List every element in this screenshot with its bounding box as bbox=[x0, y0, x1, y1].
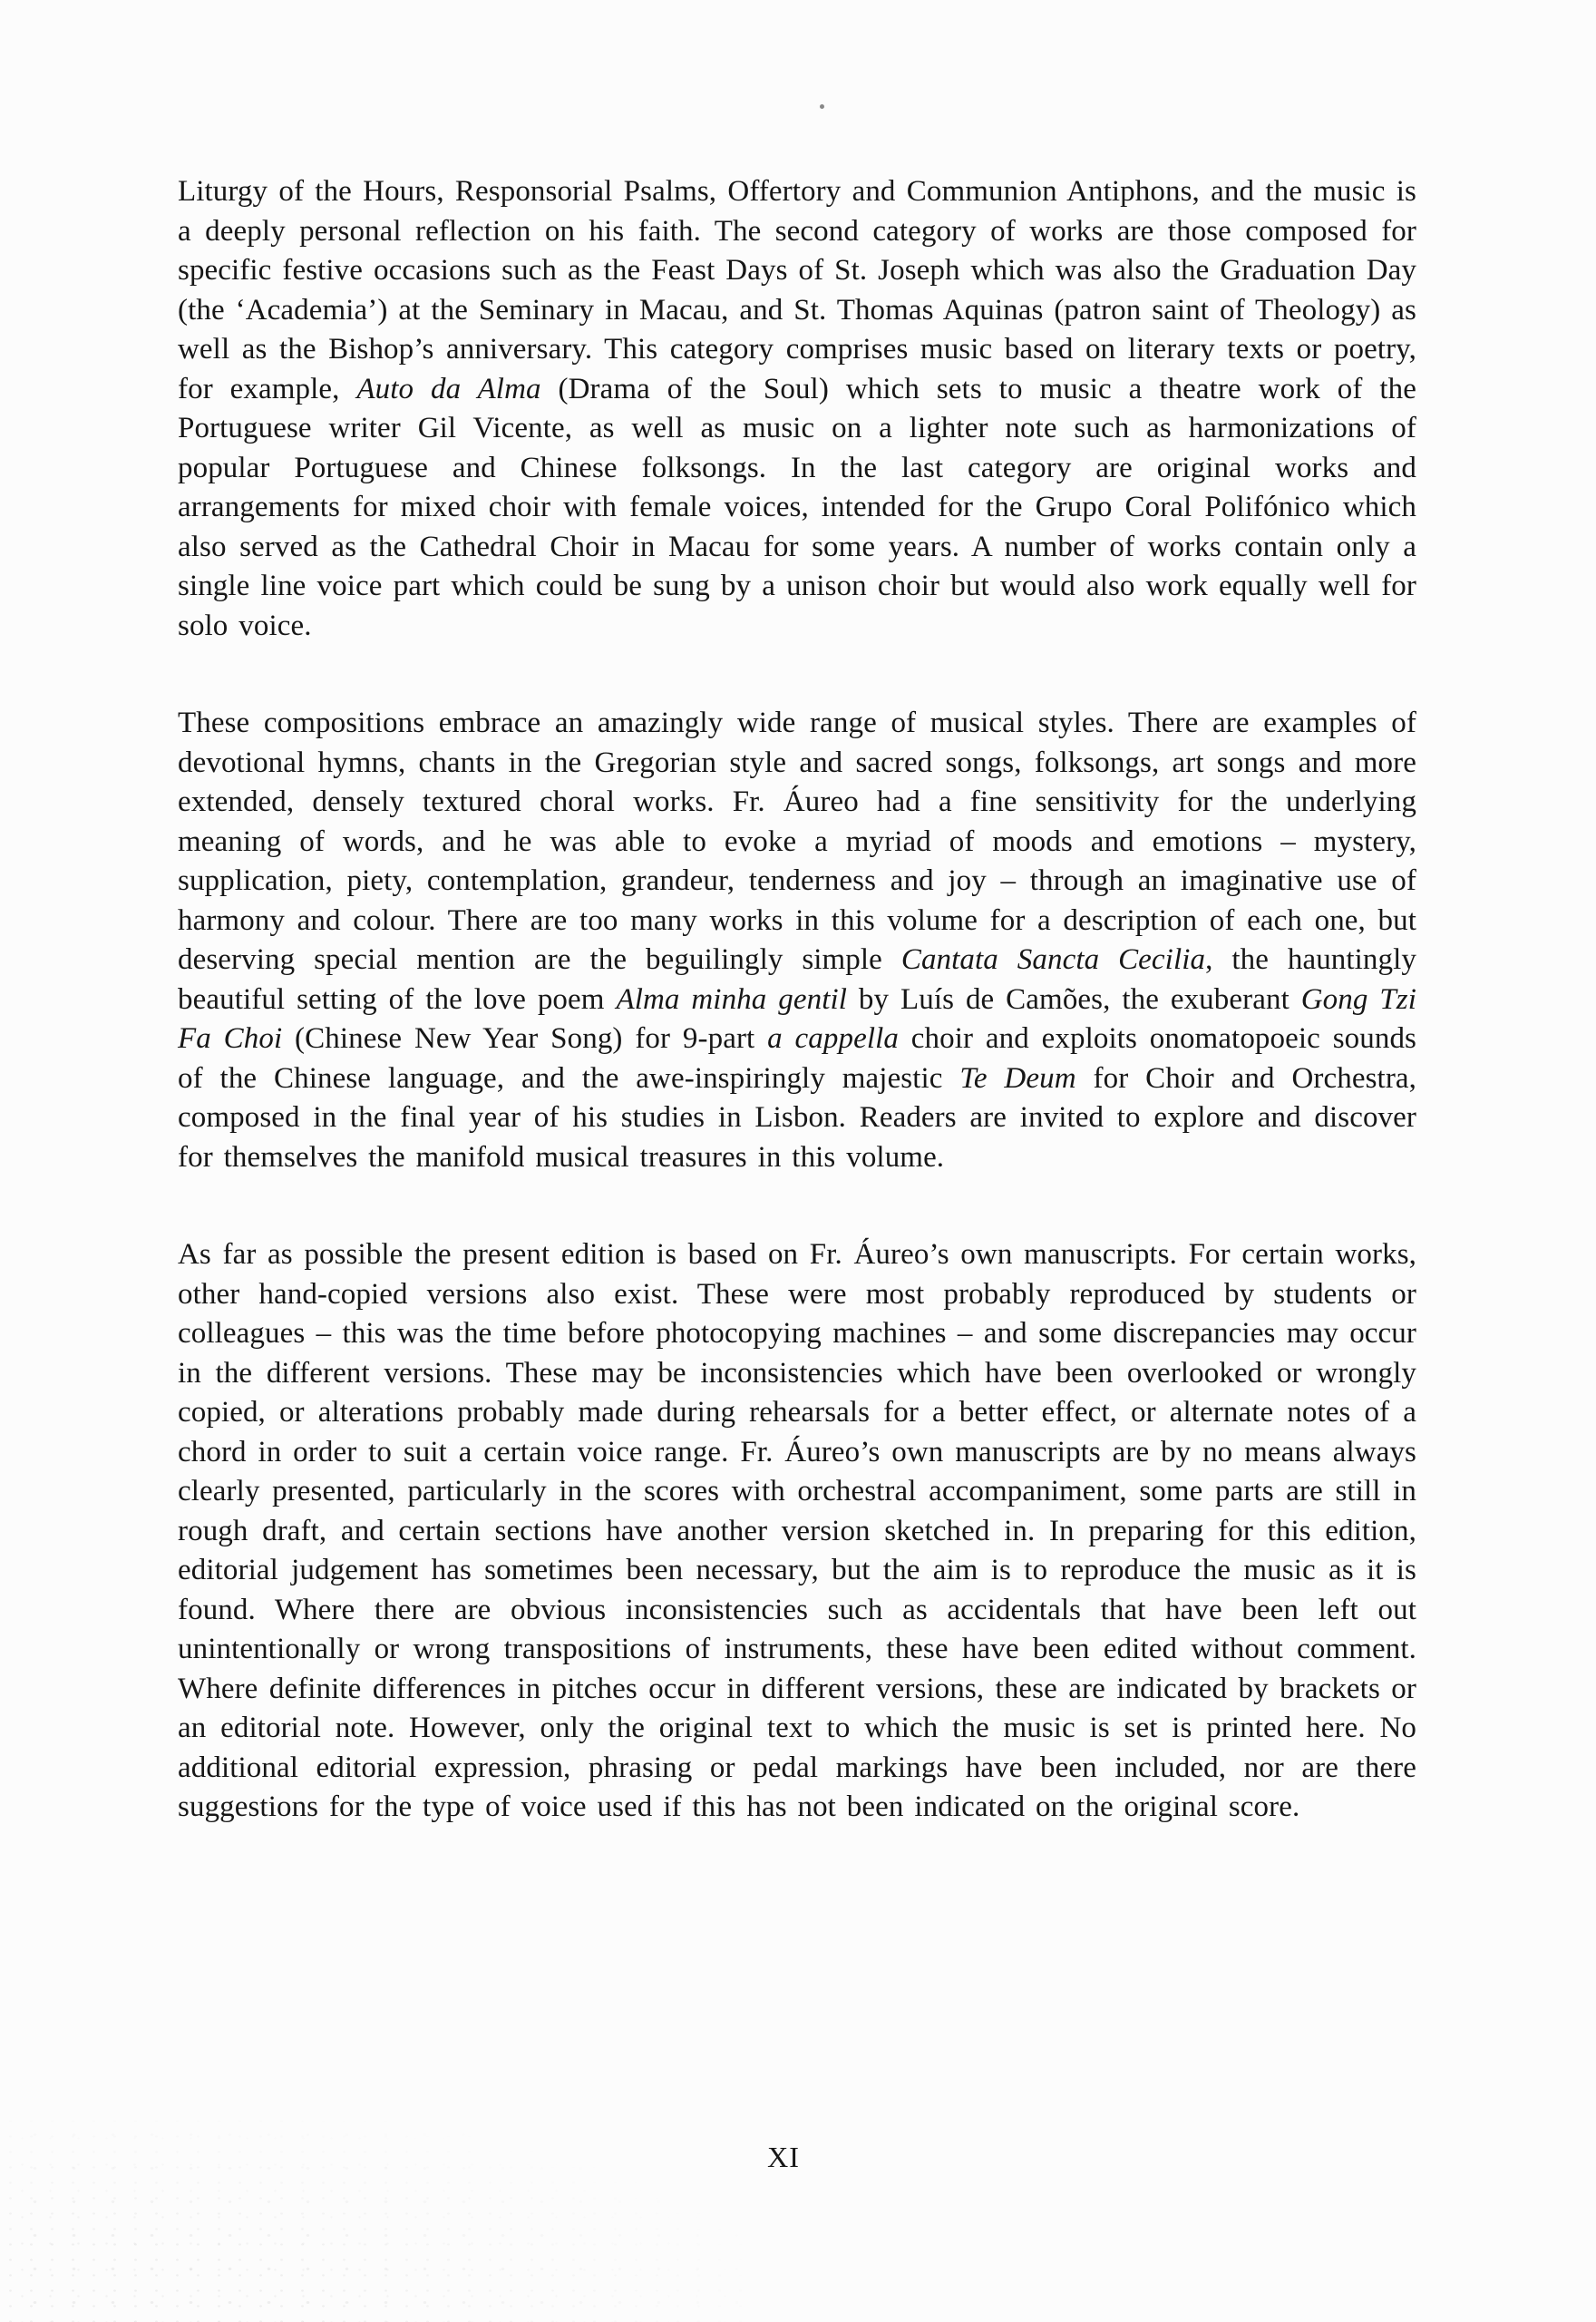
text-run: Liturgy of the Hours, Responsorial Psalms, Offertory and Communion Antiphons, and the music is a deeply personal reflection on his faith. The second category of works are those composed for specific festive occasions such as the Feast Days of St. Joseph which was also the Graduation Day (the ‘Academia’) at the Seminary in Macau, and St. Thomas Aquinas (patron saint of Theology) as well as the Bishop’s anniversary. This category comprises music based on literary texts or poetry, for example, bbox=[178, 175, 1416, 405]
text-run: (Chinese New Year Song) for 9-part bbox=[282, 1022, 768, 1055]
text-run: , the hauntingly beautiful setting of the love poem bbox=[178, 943, 1416, 1016]
text-run: choir and exploits onomatopoeic sounds of the Chinese language, and the awe-inspiringly majestic bbox=[178, 1022, 1416, 1095]
paragraph-musical-styles bbox=[178, 704, 1416, 1177]
italic-text-run: Alma minha gentil bbox=[616, 982, 848, 1016]
text-run: by Luís de Camões, the exuberant bbox=[847, 982, 1301, 1016]
paragraph-works-categories bbox=[178, 172, 1416, 646]
scan-speck bbox=[820, 104, 824, 109]
italic-text-run: Te Deum bbox=[959, 1061, 1076, 1095]
text-run: for Choir and Orchestra, composed in the final year of his studies in Lisbon. Readers are invited to explore and discover for themselves the manifold musical treasures in this volume. bbox=[178, 1061, 1417, 1174]
page-body bbox=[178, 172, 1416, 1886]
text-run: (Drama of the Soul) which sets to music a theatre work of the Portuguese writer Gil Vicente, as well as music on a lighter note such as harmonizations of popular Portuguese and Chinese folksongs. In the last category are original works and arrangements for mixed choir with female voices, intended for the Grupo Coral Polifónico which also served as the Cathedral Choir in Macau for some years. A number of works contain only a single line voice part which could be sung by a unison choir but would also work equally well for solo voice. bbox=[178, 372, 1417, 642]
text-run: As far as possible the present edition is based on Fr. Áureo’s own manuscripts. For certain works, other hand-copied versions also exist. These were most probably reproduced by students or colleagues – this was the time before photocopying machines – and some discrepancies may occur in the different versions. These may be inconsistencies which have been overlooked or wrongly copied, or alterations probably made during rehearsals for a better effect, or alternate notes of a chord in order to suit a certain voice range. Fr. Áureo’s own manuscripts are by no means always clearly presented, particularly in the scores with orchestral accompaniment, some parts are still in rough draft, and certain sections have another version sketched in. In preparing for this edition, editorial judgement has sometimes been necessary, but the aim is to reproduce the music as it is found. Where there are obvious inconsistencies such as accidentals that have been left out unintentionally or wrong transpositions of instruments, these have been edited without comment. Where definite differences in pitches occur in different versions, these are indicated by brackets or an editorial note. However, only the original text to which the music is set is printed here. No additional editorial expression, phrasing or pedal markings have been included, nor are there suggestions for the type of voice used if this has not been indicated on the original score. bbox=[178, 1238, 1416, 1823]
text-run: These compositions embrace an amazingly wide range of musical styles. There are examples of devotional hymns, chants in the Gregorian style and sacred songs, folksongs, art songs and more extended, densely textured choral works. Fr. Áureo had a fine sensitivity for the underlying meaning of words, and he was able to evoke a myriad of moods and emotions – mystery, supplication, piety, contemplation, grandeur, tenderness and joy – through an imaginative use of harmony and colour. There are too many works in this volume for a description of each one, but deserving special mention are the beguilingly simple bbox=[178, 707, 1416, 976]
paragraph-editorial-notes bbox=[178, 1235, 1416, 1828]
italic-text-run: a cappella bbox=[767, 1022, 899, 1055]
scan-noise-texture bbox=[0, 2113, 744, 2322]
page-number: XI bbox=[767, 2141, 800, 2173]
italic-text-run: Cantata Sancta Cecilia bbox=[900, 943, 1206, 976]
italic-text-run: Auto da Alma bbox=[356, 372, 541, 405]
italic-text-run: Gong Tzi Fa Choi bbox=[178, 982, 1417, 1055]
